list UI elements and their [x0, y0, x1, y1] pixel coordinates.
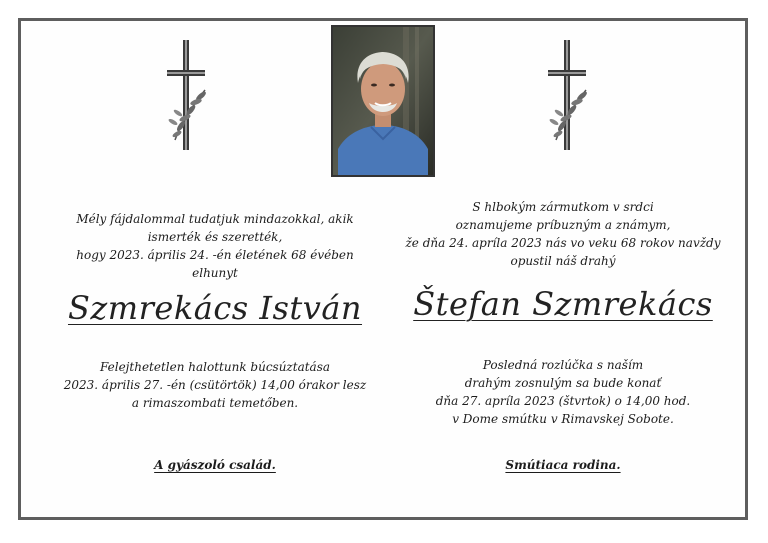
- hungarian-intro-line: Mély fájdalommal tudatjuk mindazokkal, akik: [76, 212, 354, 226]
- hungarian-intro-line: ismerték és szerették,: [147, 230, 283, 244]
- slovak-intro-line: S hlbokým zármutkom v srdci: [472, 200, 654, 214]
- slovak-funeral-line: v Dome smútku v Rimavskej Sobote.: [452, 412, 674, 426]
- slovak-funeral-line: dňa 27. apríla 2023 (štvrtok) o 14,00 hod.: [435, 394, 691, 408]
- slovak-funeral-line: drahým zosnulým sa bude konať: [464, 376, 662, 390]
- hungarian-funeral-line: 2023. április 27. -én (csütörtök) 14,00 órakor lesz: [63, 378, 367, 392]
- slovak-funeral-line: Posledná rozlúčka s naším: [482, 358, 644, 372]
- slovak-signature: Smútiaca rodina.: [505, 458, 621, 472]
- slovak-intro-line: oznamujeme príbuzným a známym,: [455, 218, 671, 232]
- slovak-intro-line: opustil náš drahý: [510, 254, 616, 268]
- hungarian-funeral-info: [60, 358, 370, 412]
- hungarian-name: Szmrekács István: [67, 289, 363, 327]
- hungarian-intro-line: elhunyt: [192, 266, 238, 280]
- hungarian-funeral-line: Felejthetetlen halottunk búcsúztatása: [99, 360, 331, 374]
- portrait-photo: [331, 25, 435, 177]
- hungarian-intro: [60, 210, 370, 282]
- hungarian-intro-line: hogy 2023. április 24. -én életének 68 évében: [76, 248, 354, 262]
- left-cross-icon: [163, 38, 211, 158]
- hungarian-funeral-line: a rimaszombati temetőben.: [131, 396, 299, 410]
- right-cross-icon: [544, 38, 592, 158]
- slovak-intro-line: že dňa 24. apríla 2023 nás vo veku 68 rokov navždy: [405, 236, 721, 250]
- slovak-funeral-info: [398, 356, 728, 428]
- hungarian-signature: A gyászoló család.: [154, 458, 276, 472]
- slovak-name: Štefan Szmrekács: [413, 285, 713, 323]
- slovak-intro: [398, 198, 728, 270]
